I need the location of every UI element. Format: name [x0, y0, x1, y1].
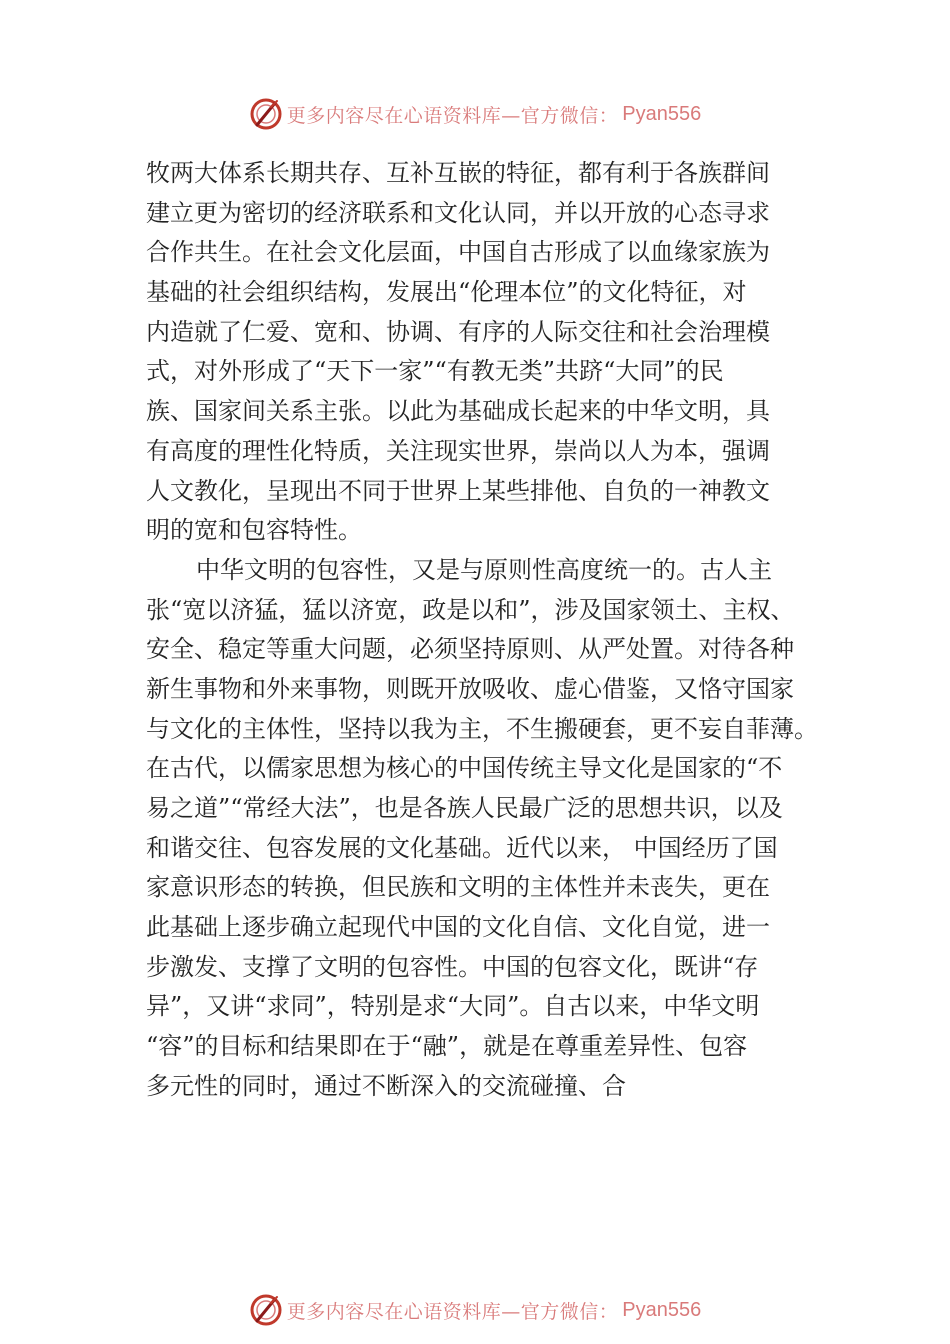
paragraph-1: [146, 154, 846, 551]
text-line: 基础的社会组织结构，发展出“伦理本位”的文化特征，对: [146, 278, 747, 307]
text-line: 此基础上逐步确立起现代中国的文化自信、文化自觉，进一: [146, 913, 770, 942]
footer-watermark: [0, 1290, 950, 1330]
quill-seal-icon: [249, 97, 283, 131]
text-line: 族、国家间关系主张。以此为基础成长起来的中华文明，具: [146, 397, 770, 426]
watermark-wechat-id: Pyan556: [622, 102, 702, 125]
quill-seal-icon: [249, 1293, 283, 1327]
text-line: 人文教化，呈现出不同于世界上某些排他、自负的一神教文: [146, 476, 770, 505]
text-line: 安全、稳定等重大问题，必须坚持原则、从严处置。对待各种: [146, 635, 794, 664]
watermark-wechat-id: Pyan556: [622, 1298, 702, 1321]
watermark-text: 更多内容尽在心语资料库—官方微信：: [286, 1300, 619, 1323]
text-line: 与文化的主体性，坚持以我为主，不生搬硬套，更不妄自菲薄。: [146, 714, 818, 743]
text-line: 式，对外形成了“天下一家”“有教无类”共跻“大同”的民: [146, 357, 724, 386]
text-line: 在古代，以儒家思想为核心的中国传统主导文化是国家的“不: [146, 754, 783, 783]
text-line: 多元性的同时，通过不断深入的交流碰撞、合: [146, 1071, 626, 1100]
text-line: 张“宽以济猛，猛以济宽，政是以和”，涉及国家领土、主权、: [146, 595, 795, 624]
text-line: 牧两大体系长期共存、互补互嵌的特征，都有利于各族群间: [146, 159, 770, 187]
text-line: 新生事物和外来事物，则既开放吸收、虚心借鉴，又恪守国家: [146, 674, 794, 703]
paragraph-2: [146, 551, 846, 1107]
text-line: “容”的目标和结果即在于“融”，就是在尊重差异性、包容: [146, 1032, 748, 1061]
document-body: [146, 154, 846, 1107]
header-watermark: [0, 94, 950, 134]
text-line: 异”，又讲“求同”，特别是求“大同”。自古以来，中华文明: [146, 992, 760, 1021]
text-line: 步激发、支撑了文明的包容性。中国的包容文化，既讲“存: [146, 952, 759, 981]
text-line: 内造就了仁爱、宽和、协调、有序的人际交往和社会治理模: [146, 317, 770, 346]
text-line: 合作共生。在社会文化层面，中国自古形成了以血缘家族为: [146, 238, 770, 267]
watermark-text: 更多内容尽在心语资料库—官方微信：: [286, 104, 619, 127]
text-line: 中华文明的包容性，又是与原则性高度统一的。古人主: [196, 555, 772, 584]
text-line: 易之道”“常经大法”，也是各族人民最广泛的思想共识，以及: [146, 794, 783, 822]
text-line: 明的宽和包容特性。: [146, 516, 362, 545]
text-line: 家意识形态的转换，但民族和文明的主体性并未丧失，更在: [146, 873, 770, 902]
text-line: 建立更为密切的经济联系和文化认同，并以开放的心态寻求: [146, 198, 770, 227]
text-line: 有高度的理性化特质，关注现实世界，崇尚以人为本，强调: [146, 436, 770, 465]
text-line: 和谐交往、包容发展的文化基础。近代以来， 中国经历了国: [146, 833, 778, 862]
